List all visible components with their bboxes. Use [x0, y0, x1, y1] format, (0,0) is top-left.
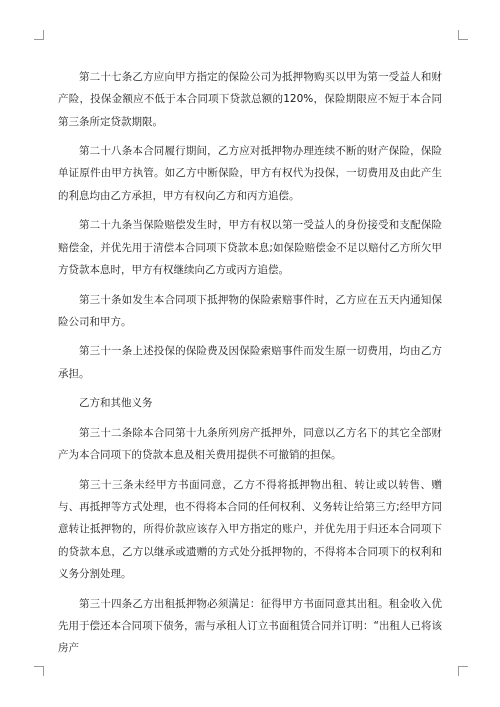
paragraph-article-34: 第三十四条乙方出租抵押物必须满足：征得甲方书面同意其出租。租金收入优先用于偿还本合同项下债务，需与承租人订立书面租赁合同并订明：“出租人已将该房产: [58, 597, 442, 655]
paragraph-article-31: 第三十一条上述投保的保险费及因保险索赔事件而发生原一切费用，均由乙方承担。: [58, 345, 442, 380]
crop-mark-bottom-right: [458, 666, 468, 676]
crop-mark-top-left: [34, 30, 44, 40]
document-body: [58, 66, 442, 667]
paragraph-article-32: 第三十二条除本合同第十九条所列房产抵押外，同意以乙方名下的其它全部财产为本合同项下的贷款本息及相关费用提供不可撤销的担保。: [58, 426, 442, 462]
paragraph-article-29: 第二十九条当保险赔偿发生时，甲方有权以第一受益人的身份接受和支配保险赔偿金，并优先用于清偿本合同项下贷款本息;如保险赔偿金不足以赔付乙方所欠甲方贷款本息时，甲方有权继续向乙方或丙方追偿。: [58, 219, 442, 276]
paragraph-article-27: 第二十七条乙方应向甲方指定的保险公司为抵押物购买以甲为第一受益人和财产险，投保金额应不低于本合同项下贷款总额的120%，保险期限应不短于本合同第三条所定贷款期限。: [58, 71, 442, 128]
crop-mark-top-right: [458, 30, 468, 40]
section-heading: 乙方和其他义务: [79, 397, 153, 410]
paragraph-article-33: 第三十三条未经甲方书面同意，乙方不得将抵押物出租、转让或以转售、赠与、再抵押等方式处理，也不得将本合同的任何权利、义务转让给第三方;经甲方同意转让抵押物的，所得价款应该存入甲方指定的账户，并优先用于归还本合同项下的贷款本息，乙方以继承或遗赠的方式处分抵押物的，不得将本合同项下的权利和义务分割处理。: [58, 478, 442, 581]
paragraph-article-30: 第三十条如发生本合同项下抵押物的保险索赔事件时，乙方应在五天内通知保险公司和甲方。: [58, 293, 442, 328]
paragraph-article-28: 第二十八条本合同履行期间，乙方应对抵押物办理连续不断的财产保险，保险单证原件由甲方执管。如乙方中断保险，甲方有权代为投保，一切费用及由此产生的利息均由乙方承担，甲方有权向乙方和丙方追偿。: [58, 145, 442, 202]
crop-mark-bottom-left: [34, 666, 44, 676]
